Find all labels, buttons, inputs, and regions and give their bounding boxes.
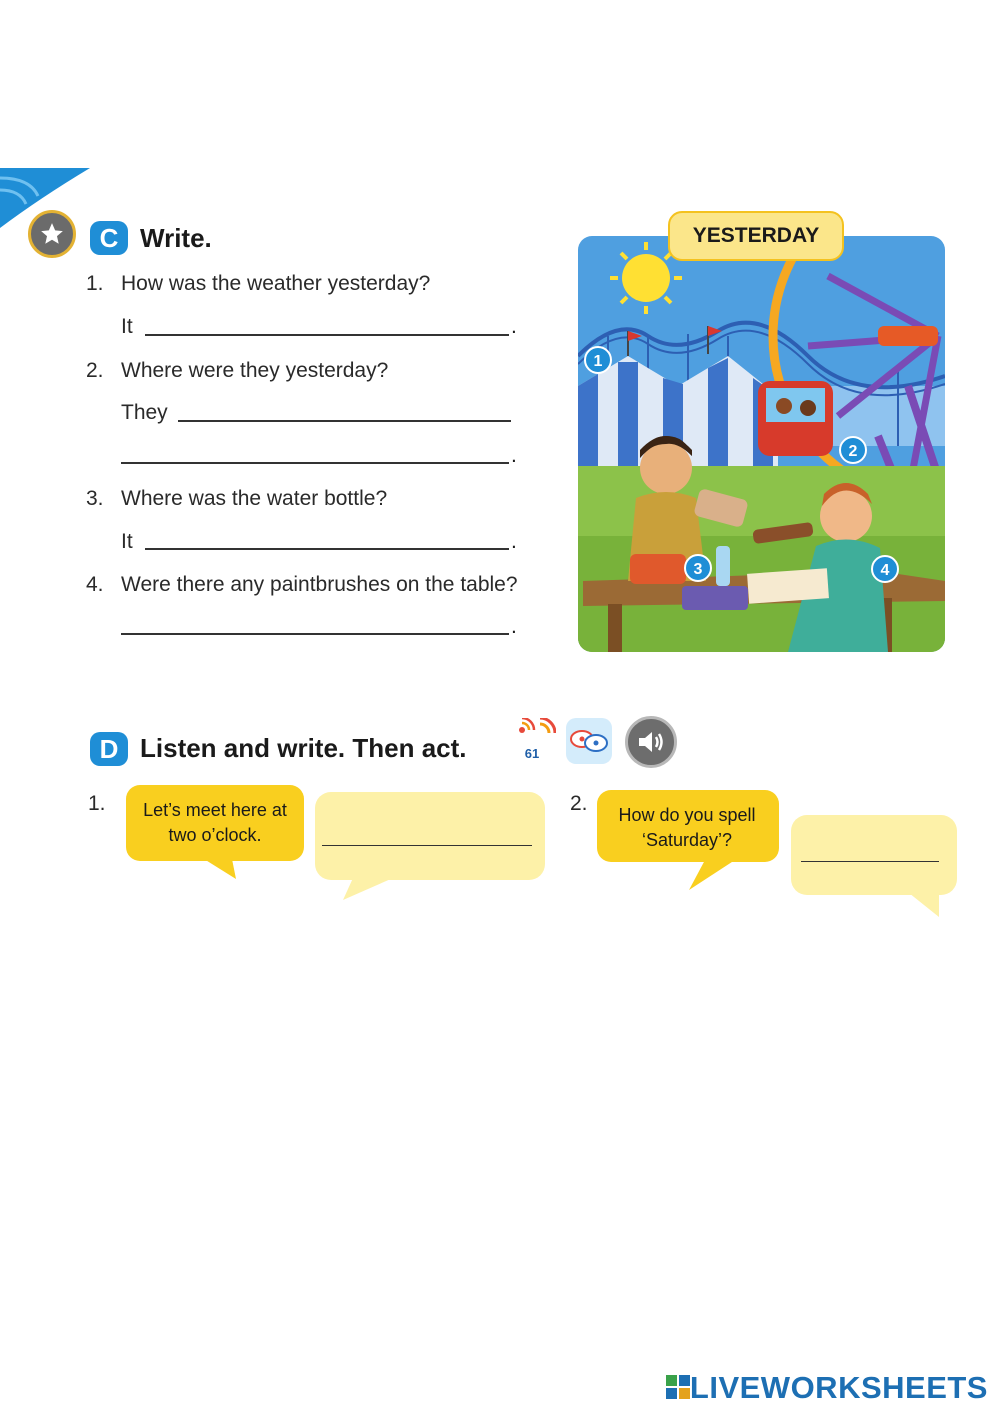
role-play-icon[interactable]	[566, 718, 612, 764]
answer-starter: They	[121, 401, 168, 424]
answer-line-3[interactable]	[145, 548, 509, 550]
section-d-badge: D	[90, 732, 128, 766]
marker-2: 2	[848, 443, 858, 460]
audio-track-icon[interactable]	[510, 718, 556, 764]
star-icon	[28, 210, 76, 258]
answer-period: .	[511, 530, 517, 553]
section-d-title: Listen and write. Then act.	[140, 733, 467, 763]
answer-period: .	[511, 615, 517, 638]
question-number: 4.	[86, 573, 104, 596]
question-text: Were there any paintbrushes on the table?	[121, 573, 518, 596]
liveworksheets-logo	[666, 1370, 988, 1406]
prompt-text: Let’s meet here at two o’clock.	[143, 800, 287, 845]
answer-line-1[interactable]	[145, 334, 509, 336]
audio-track-number: 61	[524, 746, 540, 761]
speaker-icon[interactable]	[625, 716, 677, 768]
item-number: 2.	[570, 792, 588, 815]
section-c-badge: C	[90, 221, 128, 255]
logo-text: LIVEWORKSHEETS	[689, 1370, 988, 1405]
answer-line-d2[interactable]	[801, 861, 939, 862]
yesterday-label: YESTERDAY	[668, 211, 844, 261]
marker-3: 3	[693, 561, 703, 578]
section-c-title: Write.	[140, 223, 212, 253]
prompt-text: How do you spell ‘Saturday’?	[618, 805, 756, 850]
answer-line-d1[interactable]	[322, 845, 532, 846]
answer-line-4[interactable]	[121, 633, 509, 635]
answer-period: .	[511, 315, 517, 338]
question-text: How was the weather yesterday?	[121, 272, 431, 295]
question-text: Where was the water bottle?	[121, 487, 388, 510]
speech-bubble-answer	[789, 813, 959, 919]
question-text: Where were they yesterday?	[121, 359, 389, 382]
answer-line-2a[interactable]	[178, 420, 511, 422]
marker-1: 1	[593, 353, 603, 370]
item-number: 1.	[88, 792, 106, 815]
question-number: 3.	[86, 487, 104, 510]
answer-starter: It	[121, 315, 133, 338]
marker-4: 4	[880, 562, 890, 579]
fair-scene-illustration	[578, 236, 945, 652]
speech-bubble-answer	[313, 790, 547, 902]
answer-period: .	[511, 444, 517, 467]
answer-starter: It	[121, 530, 133, 553]
question-number: 1.	[86, 272, 104, 295]
question-number: 2.	[86, 359, 104, 382]
logo-grid-icon	[666, 1375, 690, 1401]
answer-line-2b[interactable]	[121, 462, 509, 464]
